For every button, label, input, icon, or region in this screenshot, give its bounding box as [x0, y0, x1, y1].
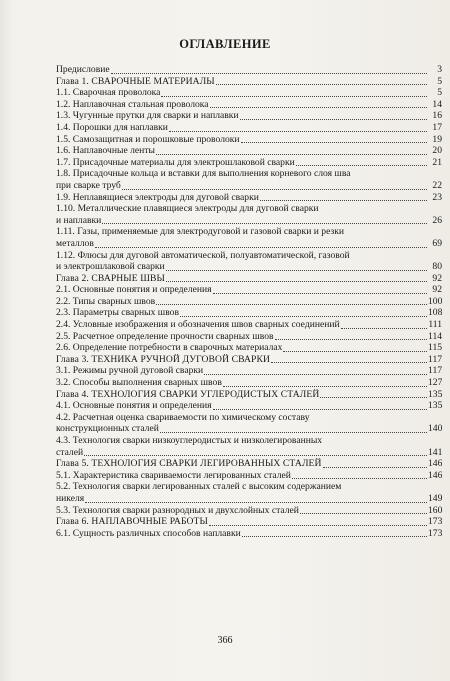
toc-page-number: 117 [428, 365, 442, 377]
toc-entry-line [56, 273, 442, 285]
toc-entry-line [56, 238, 442, 250]
toc-entry-line [56, 284, 442, 296]
toc-entry-line [56, 192, 442, 204]
dot-leader [275, 339, 427, 340]
toc-entry [56, 203, 442, 226]
toc-entry-line [56, 400, 442, 412]
dot-leader [161, 96, 427, 97]
toc-entry-text: 2.1. Основные понятия и определения [56, 284, 212, 296]
toc-entry [56, 528, 442, 540]
toc-entry-text: 2.6. Определение потребности в сварочных материалах [56, 342, 283, 354]
toc-chapter-entry [56, 458, 442, 470]
toc-entry-text: 1.1. Сварочная проволока [56, 87, 161, 99]
toc-entry-line [56, 516, 442, 528]
dot-leader [296, 165, 427, 166]
toc-page-number: 92 [432, 284, 442, 296]
toc-entry-line [56, 493, 442, 505]
toc-entry-line [56, 354, 442, 366]
toc-entry-line [56, 470, 442, 482]
dot-leader [169, 131, 427, 132]
toc-chapter-entry [56, 516, 442, 528]
toc-entry-line [56, 331, 442, 343]
toc-entry [56, 307, 442, 319]
toc-entry-text: Глава 2. СВАРНЫЕ ШВЫ [56, 272, 165, 284]
toc-entry [56, 365, 442, 377]
dot-leader [300, 513, 427, 514]
toc-entry [56, 400, 442, 412]
toc-entry-text: 6.1. Сущность различных способов наплавки [56, 527, 241, 539]
toc-entry-text: 2.2. Типы сварных швов [56, 295, 156, 307]
toc-entry-text: при сварке труб [56, 179, 121, 191]
toc-entry-text: 4.2. Расчетная оценка свариваемости по химическому составу [56, 411, 310, 423]
toc-entry-line [56, 64, 442, 76]
dot-leader [209, 525, 427, 526]
toc-entry [56, 110, 442, 122]
dot-leader [241, 142, 427, 143]
dot-leader [240, 119, 427, 120]
toc-page-number: 16 [432, 110, 442, 122]
dot-leader [160, 432, 427, 433]
toc-entry-line [56, 307, 442, 319]
toc-page-number: 127 [428, 377, 442, 389]
toc-entry [56, 99, 442, 111]
toc-entry [56, 412, 442, 435]
toc-entry [56, 145, 442, 157]
dot-leader [213, 293, 427, 294]
toc-entry-text: 4.1. Основные понятия и определения [56, 400, 212, 412]
dot-leader [156, 304, 427, 305]
toc-entry-text: 2.4. Условные изображения и обозначения швов сварных соединений [56, 319, 340, 331]
toc-entry-text: 1.11. Газы, применяемые для электродуговой и газовой сварки и резки [56, 226, 345, 238]
dot-leader [204, 374, 427, 375]
dot-leader [213, 409, 427, 410]
toc-entry-text: конструкционных сталей [56, 423, 159, 435]
dot-leader [166, 270, 427, 271]
toc-entry-text: Глава 4. ТЕХНОЛОГИЯ СВАРКИ УГЛЕРОДИСТЫХ СТАЛЕЙ [56, 388, 320, 400]
toc-entry [56, 226, 442, 249]
toc-chapter-entry [56, 76, 442, 88]
toc-entry-text: 4.3. Технология сварки низкоуглеродистых и низколегированных [56, 435, 323, 446]
toc-page-number: 149 [428, 492, 442, 504]
toc-entry [56, 168, 442, 191]
toc-entry [56, 342, 442, 354]
toc-page-number: 115 [428, 342, 442, 354]
toc-entry-text: металлов [56, 237, 94, 249]
toc-entry [56, 331, 442, 343]
toc-entry [56, 134, 442, 146]
toc-entry-line [56, 423, 442, 435]
toc-page-number: 135 [428, 388, 442, 400]
page-number: 366 [217, 635, 233, 646]
dot-leader [242, 536, 427, 537]
dot-leader [323, 467, 427, 468]
dot-leader [320, 397, 427, 398]
toc-entry-text: 1.8. Присадочные кольца и вставки для выполнения корневого слоя шва [56, 168, 351, 180]
toc-entry-line [56, 319, 442, 331]
toc-page-number: 100 [428, 295, 442, 307]
toc-page-number: 23 [432, 191, 442, 203]
toc-entry-text: 3.2. Способы выполнения сварных швов [56, 377, 222, 389]
toc-page-number: 21 [432, 156, 442, 168]
dot-leader [223, 386, 427, 387]
toc-page-number: 20 [432, 145, 442, 157]
toc-entry-text: 2.5. Расчетное определение прочности сварных швов [56, 330, 274, 342]
toc-entry-line [56, 122, 442, 134]
toc-entry-text: 1.2. Наплавочная стальная проволока [56, 98, 209, 110]
dot-leader [341, 328, 427, 329]
toc-entry-text: 1.4. Порошки для наплавки [56, 121, 168, 133]
toc-entry [56, 435, 442, 458]
toc-page-number: 26 [432, 214, 442, 226]
toc-entry-text: сталей [56, 446, 84, 458]
toc-entry [56, 157, 442, 169]
dot-leader [84, 455, 427, 456]
toc-entry [56, 122, 442, 134]
toc-entry-line [56, 157, 442, 169]
dot-leader [156, 154, 427, 155]
toc-page-number: 69 [432, 237, 442, 249]
dot-leader [111, 73, 427, 74]
toc-entry-text: 5.1. Характеристика свариваемости легированных сталей [56, 469, 291, 481]
toc-page-number: 146 [428, 469, 442, 481]
toc-entry-text: 2.3. Параметры сварных швов [56, 307, 179, 319]
toc-entry-text: 1.12. Флюсы для дуговой автоматической, полуавтоматической, газовой [56, 249, 350, 261]
toc-entry-line [56, 528, 442, 540]
toc-entry-line [56, 505, 442, 517]
dot-leader [292, 478, 427, 479]
toc-entry-line [56, 447, 442, 459]
toc-entry-line [56, 76, 442, 88]
page-title: ОГЛАВЛЕНИЕ [179, 37, 271, 51]
dot-leader [283, 351, 427, 352]
toc-entry [56, 505, 442, 517]
dot-leader [122, 189, 427, 190]
toc-entry-text: 1.5. Самозащитная и порошковые проволоки [56, 133, 240, 145]
dot-leader [271, 362, 427, 363]
toc-entry [56, 284, 442, 296]
dot-leader [210, 107, 427, 108]
toc-entry-text: 1.6. Наплавочные ленты [56, 145, 155, 157]
toc-entry-text: 1.7. Присадочные материалы для электрошлаковой сварки [56, 156, 295, 168]
toc-entry-line [56, 365, 442, 377]
dot-leader [216, 84, 427, 85]
table-of-contents [56, 64, 442, 539]
toc-page-number: 22 [432, 179, 442, 191]
toc-chapter-entry [56, 389, 442, 401]
toc-entry-text: никеля [56, 492, 85, 504]
toc-entry-line [56, 458, 442, 470]
dot-leader [260, 200, 427, 201]
dot-leader [102, 223, 427, 224]
dot-leader [180, 316, 427, 317]
toc-entry-text: 3.1. Режимы ручной дуговой сварки [56, 365, 204, 377]
toc-entry-line [56, 145, 442, 157]
toc-page-number: 5 [437, 75, 442, 87]
toc-page-number: 111 [428, 319, 442, 331]
toc-entry [56, 296, 442, 308]
toc-page-number: 108 [428, 307, 442, 319]
toc-entry [56, 377, 442, 389]
toc-entry [56, 319, 442, 331]
toc-entry-line [56, 296, 442, 308]
dot-leader [95, 247, 427, 248]
toc-entry-text: 5.3. Технология сварки разнородных и двухслойных сталей [56, 504, 299, 516]
toc-page-number: 146 [428, 458, 442, 470]
toc-page-number: 117 [428, 353, 442, 365]
toc-page-number: 160 [428, 504, 442, 516]
toc-entry-text: и электрошлаковой сварки [56, 261, 165, 273]
toc-page-number: 140 [428, 423, 442, 435]
toc-entry-text: Предисловие [56, 64, 110, 75]
toc-entry-line [56, 261, 442, 273]
toc-page-number: 141 [428, 446, 442, 458]
toc-entry-line [56, 389, 442, 401]
toc-page-number: 3 [437, 64, 442, 75]
toc-entry [56, 87, 442, 99]
toc-entry-line [56, 215, 442, 227]
toc-entry-line [56, 377, 442, 389]
toc-entry [56, 64, 442, 76]
toc-chapter-entry [56, 273, 442, 285]
toc-page-number: 17 [432, 121, 442, 133]
toc-entry-text: Глава 6. НАПЛАВОЧНЫЕ РАБОТЫ [56, 516, 208, 528]
toc-entry [56, 470, 442, 482]
dot-leader [85, 502, 427, 503]
toc-entry-text: Глава 3. ТЕХНИКА РУЧНОЙ ДУГОВОЙ СВАРКИ [56, 353, 270, 365]
toc-entry-line [56, 87, 442, 99]
dot-leader [166, 281, 427, 282]
toc-entry-text: 1.10. Металлические плавящиеся электроды для дуговой сварки [56, 203, 319, 215]
toc-entry-text: 5.2. Технология сварки легированных сталей с высоким содержанием [56, 481, 342, 493]
toc-entry-line [56, 99, 442, 111]
toc-chapter-entry [56, 354, 442, 366]
toc-entry-line [56, 342, 442, 354]
toc-entry-line [56, 134, 442, 146]
toc-entry-text: и наплавки [56, 214, 102, 226]
toc-page-number: 173 [428, 516, 442, 528]
toc-entry-line [56, 110, 442, 122]
toc-page-number: 14 [432, 98, 442, 110]
toc-entry [56, 192, 442, 204]
toc-entry-text: Глава 1. СВАРОЧНЫЕ МАТЕРИАЛЫ [56, 75, 215, 87]
toc-entry-text: 1.9. Неплавящиеся электроды для дуговой сварки [56, 191, 259, 203]
toc-page-number: 173 [428, 527, 442, 539]
toc-page-number: 80 [432, 261, 442, 273]
toc-entry-line [56, 180, 442, 192]
toc-page-number: 19 [432, 133, 442, 145]
toc-page-number: 5 [437, 87, 442, 99]
toc-page-number: 135 [428, 400, 442, 412]
toc-entry [56, 250, 442, 273]
toc-entry-text: 1.3. Чугунные прутки для сварки и наплавки [56, 110, 239, 122]
toc-entry-text: Глава 5. ТЕХНОЛОГИЯ СВАРКИ ЛЕГИРОВАННЫХ СТАЛЕЙ [56, 458, 322, 470]
toc-entry [56, 481, 442, 504]
toc-page-number: 114 [428, 330, 442, 342]
toc-page-number: 92 [432, 272, 442, 284]
